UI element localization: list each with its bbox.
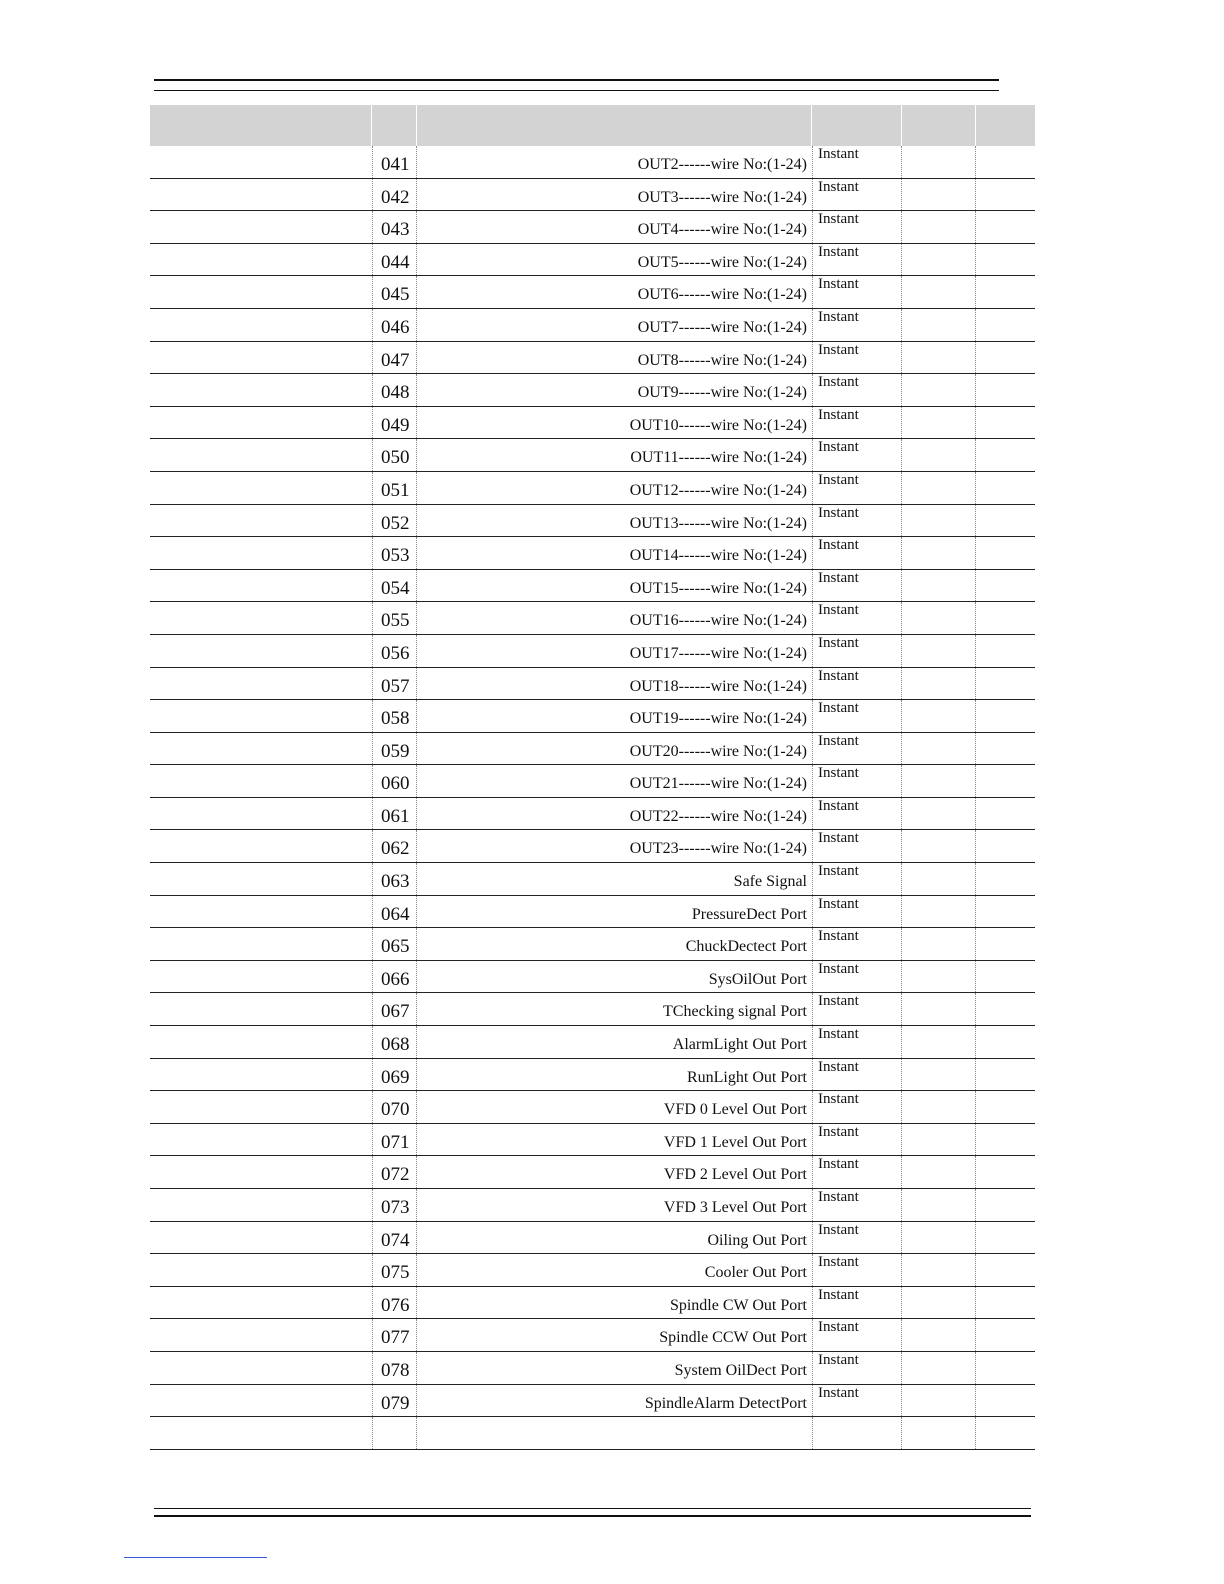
table-row — [150, 1417, 1035, 1450]
effect-mode: Instant — [812, 961, 902, 993]
blank-cell — [902, 1091, 976, 1123]
parameter-description: System OilDect Port — [674, 1361, 807, 1379]
parameter-description: OUT22------wire No:(1-24) — [629, 807, 807, 825]
blank-cell — [976, 1385, 1035, 1417]
blank-cell — [902, 765, 976, 797]
parameter-description: OUT14------wire No:(1-24) — [629, 547, 807, 565]
blank-cell — [976, 505, 1035, 537]
blank-cell — [150, 1156, 372, 1188]
blank-cell — [150, 1385, 372, 1417]
blank-cell — [976, 1091, 1035, 1123]
effect-mode: Instant — [812, 1124, 902, 1156]
parameter-description: OUT18------wire No:(1-24) — [629, 677, 807, 695]
effect-mode: Instant — [812, 668, 902, 700]
effect-mode: Instant — [812, 1156, 902, 1188]
blank-cell — [902, 1026, 976, 1058]
blank-cell — [150, 863, 372, 895]
blank-cell — [976, 1352, 1035, 1384]
parameter-number: 065 — [372, 928, 417, 960]
effect-mode: Instant — [812, 570, 902, 602]
parameter-description: VFD 2 Level Out Port — [663, 1166, 807, 1184]
parameter-number — [372, 1417, 417, 1449]
blank-cell — [150, 1417, 372, 1449]
effect-mode: Instant — [812, 1287, 902, 1319]
table-row — [150, 896, 1035, 929]
header-separator — [901, 105, 902, 146]
blank-cell — [976, 472, 1035, 504]
blank-cell — [902, 1287, 976, 1319]
blank-cell — [902, 146, 976, 178]
blank-cell — [976, 1059, 1035, 1091]
blank-cell — [902, 798, 976, 830]
blank-cell — [902, 570, 976, 602]
blank-cell — [902, 961, 976, 993]
table-row — [150, 635, 1035, 668]
table-row — [150, 472, 1035, 505]
parameter-number: 067 — [372, 993, 417, 1025]
parameter-description: OUT10------wire No:(1-24) — [629, 416, 807, 434]
effect-mode: Instant — [812, 635, 902, 667]
blank-cell — [976, 863, 1035, 895]
parameter-number: 069 — [372, 1059, 417, 1091]
table-row — [150, 1059, 1035, 1092]
blank-cell — [902, 505, 976, 537]
blank-cell — [150, 1319, 372, 1351]
blank-cell — [902, 179, 976, 211]
blank-cell — [150, 537, 372, 569]
parameter-description: OUT12------wire No:(1-24) — [629, 481, 807, 499]
effect-mode: Instant — [812, 1319, 902, 1351]
blank-cell — [976, 244, 1035, 276]
blank-cell — [150, 928, 372, 960]
effect-mode: Instant — [812, 439, 902, 471]
parameter-number: 054 — [372, 570, 417, 602]
table-row — [150, 1156, 1035, 1189]
parameter-number: 041 — [372, 146, 417, 178]
effect-mode: Instant — [812, 1254, 902, 1286]
parameter-number: 050 — [372, 439, 417, 471]
header-rule-thin — [154, 90, 999, 91]
blank-cell — [902, 668, 976, 700]
parameter-description: VFD 1 Level Out Port — [663, 1133, 807, 1151]
blank-cell — [976, 1287, 1035, 1319]
parameter-number: 048 — [372, 374, 417, 406]
blank-cell — [902, 928, 976, 960]
table-header — [150, 105, 1035, 146]
table-row — [150, 798, 1035, 831]
blank-cell — [976, 602, 1035, 634]
blank-cell — [902, 276, 976, 308]
parameter-description: Safe Signal — [733, 873, 807, 891]
effect-mode: Instant — [812, 244, 902, 276]
parameter-number: 077 — [372, 1319, 417, 1351]
table-row — [150, 570, 1035, 603]
blank-cell — [150, 830, 372, 862]
effect-mode: Instant — [812, 472, 902, 504]
blank-cell — [976, 342, 1035, 374]
blank-cell — [902, 635, 976, 667]
parameter-table — [150, 105, 1035, 1450]
parameter-description: OUT11------wire No:(1-24) — [630, 449, 807, 467]
parameter-number: 071 — [372, 1124, 417, 1156]
parameter-number: 070 — [372, 1091, 417, 1123]
effect-mode: Instant — [812, 798, 902, 830]
blank-cell — [976, 1124, 1035, 1156]
parameter-description: OUT9------wire No:(1-24) — [637, 384, 807, 402]
effect-mode: Instant — [812, 146, 902, 178]
parameter-description: Oiling Out Port — [707, 1231, 807, 1249]
blank-cell — [976, 896, 1035, 928]
parameter-description: Spindle CCW Out Port — [659, 1329, 807, 1347]
header-separator — [416, 105, 417, 146]
table-row — [150, 505, 1035, 538]
blank-cell — [976, 374, 1035, 406]
blank-cell — [150, 1124, 372, 1156]
table-row — [150, 179, 1035, 212]
effect-mode: Instant — [812, 179, 902, 211]
blank-cell — [150, 1189, 372, 1221]
blank-cell — [902, 342, 976, 374]
table-row — [150, 439, 1035, 472]
parameter-number: 046 — [372, 309, 417, 341]
blank-cell — [976, 928, 1035, 960]
blank-cell — [150, 1254, 372, 1286]
effect-mode — [812, 1417, 902, 1449]
blank-cell — [902, 896, 976, 928]
blank-cell — [902, 537, 976, 569]
parameter-description: OUT4------wire No:(1-24) — [637, 221, 807, 239]
parameter-number: 064 — [372, 896, 417, 928]
blank-cell — [902, 993, 976, 1025]
table-row — [150, 928, 1035, 961]
blank-cell — [976, 276, 1035, 308]
parameter-number: 057 — [372, 668, 417, 700]
parameter-description: OUT13------wire No:(1-24) — [629, 514, 807, 532]
header-separator — [811, 105, 812, 146]
effect-mode: Instant — [812, 928, 902, 960]
blank-cell — [976, 700, 1035, 732]
parameter-description: OUT23------wire No:(1-24) — [629, 840, 807, 858]
parameter-number: 076 — [372, 1287, 417, 1319]
blank-cell — [976, 1026, 1035, 1058]
blank-cell — [902, 830, 976, 862]
parameter-number: 045 — [372, 276, 417, 308]
parameter-description: OUT17------wire No:(1-24) — [629, 644, 807, 662]
blank-cell — [976, 993, 1035, 1025]
effect-mode: Instant — [812, 505, 902, 537]
blank-cell — [150, 668, 372, 700]
table-row — [150, 407, 1035, 440]
blank-cell — [150, 211, 372, 243]
blank-cell — [150, 700, 372, 732]
blank-cell — [902, 309, 976, 341]
blank-cell — [150, 570, 372, 602]
parameter-description: OUT2------wire No:(1-24) — [637, 156, 807, 173]
blank-cell — [902, 1222, 976, 1254]
parameter-description — [417, 1417, 812, 1449]
blank-cell — [150, 896, 372, 928]
blank-cell — [976, 570, 1035, 602]
blank-cell — [150, 798, 372, 830]
blank-cell — [976, 961, 1035, 993]
table-row — [150, 309, 1035, 342]
table-row — [150, 374, 1035, 407]
blank-cell — [976, 635, 1035, 667]
effect-mode: Instant — [812, 1385, 902, 1417]
blank-cell — [150, 1222, 372, 1254]
blank-cell — [976, 668, 1035, 700]
blank-cell — [902, 1189, 976, 1221]
parameter-number: 060 — [372, 765, 417, 797]
blank-cell — [150, 407, 372, 439]
parameter-description: OUT15------wire No:(1-24) — [629, 579, 807, 597]
table-row — [150, 993, 1035, 1026]
parameter-description: OUT21------wire No:(1-24) — [629, 775, 807, 793]
parameter-number: 068 — [372, 1026, 417, 1058]
blank-cell — [150, 439, 372, 471]
parameter-description: TChecking signal Port — [663, 1003, 807, 1021]
blank-cell — [902, 1352, 976, 1384]
blank-cell — [902, 407, 976, 439]
effect-mode: Instant — [812, 537, 902, 569]
parameter-description: SpindleAlarm DetectPort — [644, 1394, 807, 1412]
blank-cell — [902, 733, 976, 765]
parameter-description: OUT16------wire No:(1-24) — [629, 612, 807, 630]
effect-mode: Instant — [812, 1026, 902, 1058]
effect-mode: Instant — [812, 733, 902, 765]
footer-rule-thin — [154, 1508, 1031, 1509]
blank-cell — [150, 733, 372, 765]
blank-cell — [902, 602, 976, 634]
parameter-description: OUT20------wire No:(1-24) — [629, 742, 807, 760]
parameter-number: 049 — [372, 407, 417, 439]
blank-cell — [902, 1059, 976, 1091]
table-row — [150, 537, 1035, 570]
parameter-description: Spindle CW Out Port — [669, 1296, 807, 1314]
blank-cell — [902, 244, 976, 276]
blank-cell — [150, 309, 372, 341]
blank-cell — [976, 1222, 1035, 1254]
effect-mode: Instant — [812, 276, 902, 308]
blank-cell — [902, 439, 976, 471]
blank-cell — [976, 733, 1035, 765]
parameter-number: 042 — [372, 179, 417, 211]
table-row — [150, 1091, 1035, 1124]
blank-cell — [976, 1417, 1035, 1449]
parameter-number: 044 — [372, 244, 417, 276]
table-row — [150, 961, 1035, 994]
blank-cell — [902, 1319, 976, 1351]
parameter-number: 053 — [372, 537, 417, 569]
parameter-number: 051 — [372, 472, 417, 504]
blank-cell — [150, 1026, 372, 1058]
blank-cell — [150, 635, 372, 667]
blank-cell — [976, 146, 1035, 178]
table-row — [150, 733, 1035, 766]
blank-cell — [150, 374, 372, 406]
effect-mode: Instant — [812, 1091, 902, 1123]
blank-cell — [902, 1417, 976, 1449]
header-rule-thick — [154, 79, 999, 81]
blank-cell — [902, 1156, 976, 1188]
blank-cell — [976, 1189, 1035, 1221]
table-row — [150, 1124, 1035, 1157]
parameter-number: 043 — [372, 211, 417, 243]
table-row — [150, 1189, 1035, 1222]
effect-mode: Instant — [812, 211, 902, 243]
parameter-description: SysOilOut Port — [708, 970, 807, 988]
blank-cell — [150, 765, 372, 797]
effect-mode: Instant — [812, 342, 902, 374]
blank-cell — [150, 276, 372, 308]
parameter-description: OUT3------wire No:(1-24) — [637, 188, 807, 206]
parameter-number: 055 — [372, 602, 417, 634]
blank-cell — [150, 1287, 372, 1319]
blank-cell — [976, 309, 1035, 341]
parameter-number: 052 — [372, 505, 417, 537]
effect-mode: Instant — [812, 309, 902, 341]
parameter-description: OUT19------wire No:(1-24) — [629, 710, 807, 728]
effect-mode: Instant — [812, 1352, 902, 1384]
table-row — [150, 1319, 1035, 1352]
blank-cell — [976, 1156, 1035, 1188]
parameter-description: RunLight Out Port — [686, 1068, 807, 1086]
parameter-number: 058 — [372, 700, 417, 732]
blank-cell — [902, 472, 976, 504]
blank-cell — [976, 765, 1035, 797]
blank-cell — [150, 1352, 372, 1384]
blank-cell — [150, 146, 372, 178]
footer-rule-thick — [154, 1515, 1031, 1517]
parameter-description: OUT7------wire No:(1-24) — [637, 318, 807, 336]
blank-cell — [150, 1091, 372, 1123]
effect-mode: Instant — [812, 830, 902, 862]
table-row — [150, 244, 1035, 277]
table-row — [150, 1254, 1035, 1287]
table-row — [150, 668, 1035, 701]
blank-cell — [976, 211, 1035, 243]
parameter-number: 079 — [372, 1385, 417, 1417]
blank-cell — [902, 1385, 976, 1417]
blank-cell — [150, 342, 372, 374]
blank-cell — [150, 602, 372, 634]
effect-mode: Instant — [812, 602, 902, 634]
blank-cell — [902, 374, 976, 406]
footer-link-underline — [124, 1557, 267, 1558]
blank-cell — [976, 407, 1035, 439]
blank-cell — [150, 961, 372, 993]
effect-mode: Instant — [812, 1059, 902, 1091]
parameter-number: 056 — [372, 635, 417, 667]
table-row — [150, 1222, 1035, 1255]
parameter-number: 066 — [372, 961, 417, 993]
effect-mode: Instant — [812, 896, 902, 928]
table-row — [150, 1287, 1035, 1320]
effect-mode: Instant — [812, 374, 902, 406]
effect-mode: Instant — [812, 993, 902, 1025]
blank-cell — [976, 439, 1035, 471]
blank-cell — [902, 863, 976, 895]
parameter-number: 063 — [372, 863, 417, 895]
blank-cell — [976, 1319, 1035, 1351]
parameter-number: 059 — [372, 733, 417, 765]
effect-mode: Instant — [812, 700, 902, 732]
parameter-number: 078 — [372, 1352, 417, 1384]
blank-cell — [976, 179, 1035, 211]
blank-cell — [150, 993, 372, 1025]
blank-cell — [976, 1254, 1035, 1286]
effect-mode: Instant — [812, 407, 902, 439]
table-row — [150, 1385, 1035, 1418]
effect-mode: Instant — [812, 863, 902, 895]
parameter-number: 061 — [372, 798, 417, 830]
table-row — [150, 1026, 1035, 1059]
table-row — [150, 342, 1035, 375]
parameter-description: VFD 0 Level Out Port — [663, 1101, 807, 1119]
parameter-description: VFD 3 Level Out Port — [663, 1199, 807, 1216]
parameter-number: 062 — [372, 830, 417, 862]
parameter-number: 075 — [372, 1254, 417, 1286]
table-row — [150, 1352, 1035, 1385]
blank-cell — [902, 700, 976, 732]
effect-mode: Instant — [812, 765, 902, 797]
blank-cell — [976, 537, 1035, 569]
blank-cell — [902, 1124, 976, 1156]
parameter-description: ChuckDectect Port — [685, 938, 807, 956]
blank-cell — [976, 830, 1035, 862]
blank-cell — [976, 798, 1035, 830]
parameter-number: 074 — [372, 1222, 417, 1254]
table-row — [150, 146, 1035, 179]
table-row — [150, 765, 1035, 798]
parameter-description: OUT6------wire No:(1-24) — [637, 286, 807, 304]
table-row — [150, 276, 1035, 309]
parameter-number: 073 — [372, 1189, 417, 1221]
blank-cell — [150, 472, 372, 504]
effect-mode: Instant — [812, 1189, 902, 1221]
table-body — [150, 146, 1035, 1450]
parameter-number: 072 — [372, 1156, 417, 1188]
parameter-description: AlarmLight Out Port — [672, 1036, 807, 1054]
blank-cell — [902, 1254, 976, 1286]
parameter-description: PressureDect Port — [691, 905, 807, 923]
blank-cell — [150, 1059, 372, 1091]
parameter-number: 047 — [372, 342, 417, 374]
parameter-description: OUT8------wire No:(1-24) — [637, 351, 807, 369]
table-row — [150, 863, 1035, 896]
effect-mode: Instant — [812, 1222, 902, 1254]
parameter-description: Cooler Out Port — [704, 1264, 807, 1282]
table-row — [150, 211, 1035, 244]
blank-cell — [902, 211, 976, 243]
parameter-description: OUT5------wire No:(1-24) — [637, 253, 807, 271]
header-separator — [975, 105, 976, 146]
table-row — [150, 830, 1035, 863]
table-row — [150, 700, 1035, 733]
header-separator — [371, 105, 372, 146]
blank-cell — [150, 505, 372, 537]
table-row — [150, 602, 1035, 635]
blank-cell — [150, 179, 372, 211]
blank-cell — [150, 244, 372, 276]
